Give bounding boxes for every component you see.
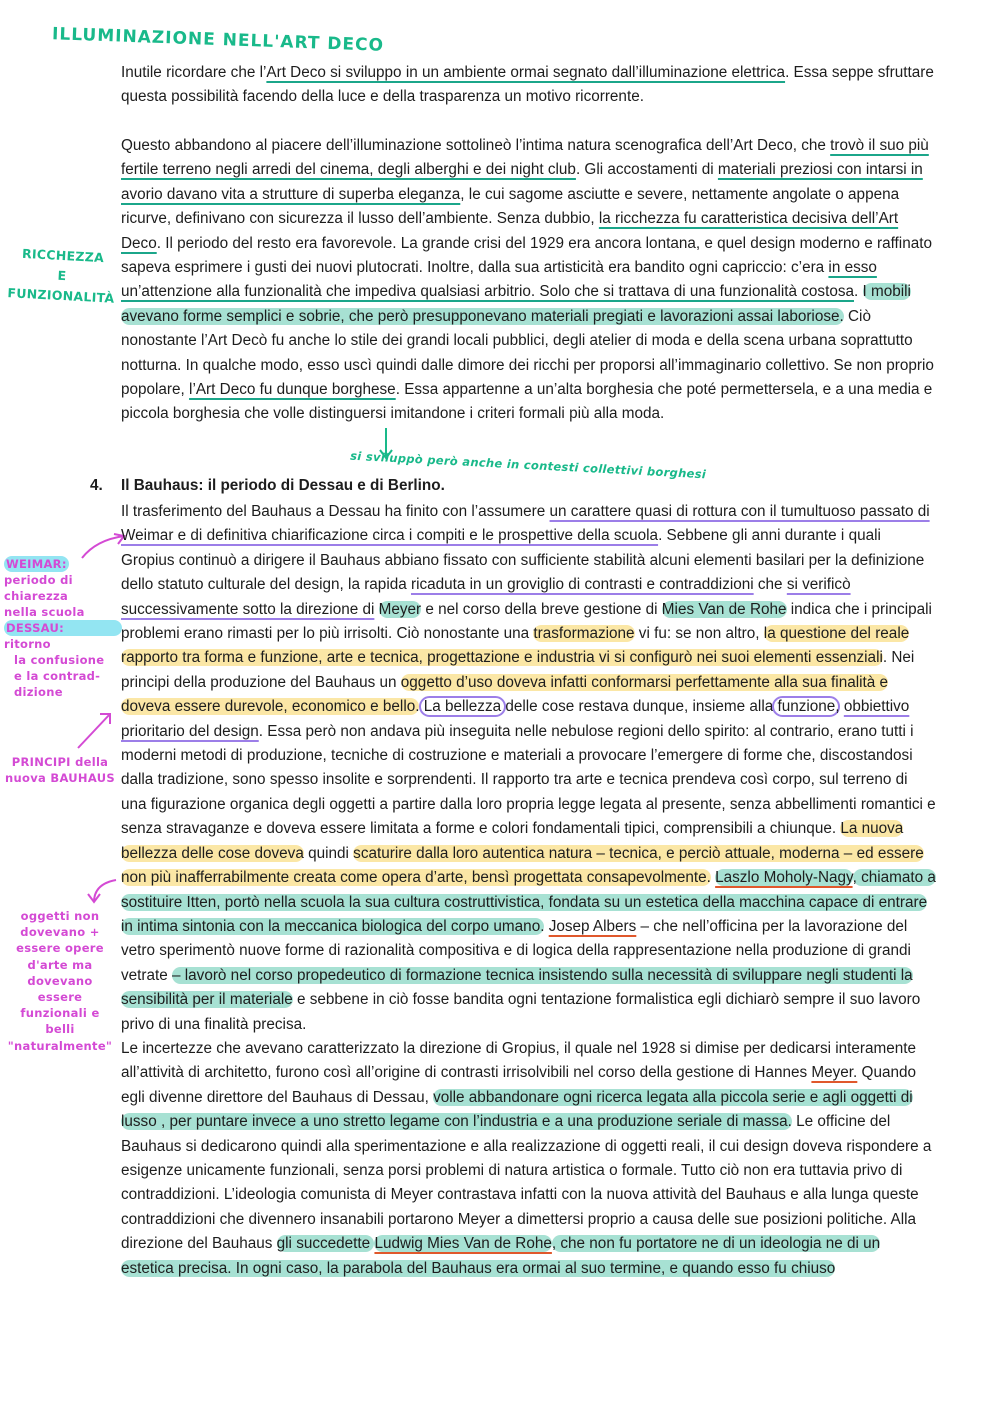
underlined-text: ricaduta in un groviglio di contrasti e contraddizioni [410, 576, 754, 594]
paragraph-bauhaus [121, 500, 936, 1281]
highlighted-text: gli succedette [276, 1235, 375, 1253]
note-line: dovevano [27, 973, 93, 988]
underlined-text: in esso un’attenzione alla funzionalità che impediva qualsiasi arbitrio. Solo che si trattava di una funzionalità costosa [121, 259, 877, 301]
highlighted-text: scaturire dalla loro autentica natura – tecnica, e perciò attuale, moderna – ed essere non più inafferrabilmente creata come opera d’arte, bensì progettata consapevolmente. [121, 844, 924, 887]
note-line: essere [37, 990, 83, 1005]
text-span: . Il periodo del resto era favorevole. La grande crisi del 1929 era ancora lontana, e quel design moderno e raffinato sapeva esprimere i gusti dei nuovi plutocrati. Inoltre, dalla sua artisticità era bandito ogni capriccio: c’era [121, 234, 932, 277]
highlighted-text: – lavorò nel corso propedeutico di formazione tecnica insistendo sulla necessità di sviluppare negli studenti la sensibilità per il materiale [121, 966, 913, 1009]
note-line: dizione [14, 685, 63, 699]
highlighted-text: La nuova bellezza delle cose doveva [121, 820, 904, 862]
underlined-text: Art Deco si sviluppo in un ambiente ormai segnato dall’illuminazione elettrica [266, 64, 786, 81]
handwritten-title-note: ILLUMINAZIONE NELL'ART DECO [51, 24, 385, 56]
text-span: . [854, 283, 863, 301]
highlighted-name: Mies Van de Rohe [661, 600, 787, 618]
note-line: dovevano + [20, 925, 100, 940]
text-span: Ciò nonostante l’Art Decò fu anche lo stile dei grandi locali pubblici, degli atelier di moda e della scena urbana soprattutto notturna. In qualche modo, esso uscì quindi dalle dimore dei ricchi per proporsi all’immaginario collettivo. Se non proprio popolare, [121, 307, 934, 399]
highlighted-text: volle abbandonare ogni ricerca legata alla piccola serie e agli oggetti di lusso , per puntare invece a uno stretto legame con l’industria e a una produzione seriale di massa. [121, 1088, 913, 1131]
arrow-oggetti-icon [86, 876, 126, 906]
note-line: d'arte ma [27, 957, 93, 972]
note-line: oggetti non [20, 909, 100, 923]
text-span: . Sebbene gli anni durante i quali Gropius continuò a dirigere il Bauhaus abbiano fissato con sufficiente stabilità alcuni elementi basilari per la definizione dello statuto culturale del design, la rapida [121, 527, 925, 594]
text-span: quindi [303, 844, 354, 862]
text-span: che [753, 576, 787, 594]
note-line: FUNZIONALITÀ [7, 285, 115, 306]
text-span: – che nell’officina per la lavorazione del vetro sperimentò nuove forme di razionalità compositiva e di logica della rappresentazione nella produzione di grandi vetrate [121, 917, 911, 984]
paragraph-dessau [121, 500, 936, 1037]
note-label-weimar: WEIMAR: [6, 557, 67, 571]
underlined-name: Meyer. [811, 1064, 858, 1082]
underlined-name: Josep Albers [548, 917, 637, 935]
note-line: RICCHEZZA [21, 245, 105, 266]
underlined-text: trovò il suo più fertile terreno negli arredi del cinema, degli alberghi e dei night club [121, 137, 929, 179]
text-span: Questo abbandono al piacere dell’illuminazione sottolineò l’intima natura scenografica dell’Art Deco, che [121, 137, 831, 154]
section-heading [90, 477, 445, 495]
note-label-dessau: DESSAU: [4, 620, 122, 636]
highlighted-text: trasformazione [533, 625, 635, 643]
underlined-text: la ricchezza fu caratteristica decisiva dell’Art Deco [121, 210, 899, 252]
circled-text: funzione [772, 696, 840, 717]
section-title: Il Bauhaus: il periodo di Dessau e di Berlino. [121, 477, 445, 494]
note-line: funzionali e [20, 1006, 100, 1021]
note-line: PRINCIPI della [11, 755, 109, 769]
note-line: nella scuola [4, 605, 85, 619]
highlighted-name: Laszlo Moholy-Nagy [715, 869, 853, 887]
highlighted-text: I mobili avevano forme semplici e sobrie, che però presupponevano materiali pregiati e lavorazioni assai laboriose. [121, 283, 911, 325]
note-line: periodo di [4, 573, 73, 587]
note-line: e la contrad- [14, 669, 101, 683]
underlined-text: si verificò successivamente sotto la direzione di [121, 576, 851, 618]
underlined-text: materiali preziosi con intarsi in avorio davano vita a strutture di superba eleganza [121, 161, 923, 203]
paragraph-art-deco [121, 134, 936, 427]
highlighted-text: , che non fu portatore ne di un ideologia ne di un estetica precisa. In ogni caso, la parabola del Bauhaus era ormai al suo termine, e quando esso fu chiuso [121, 1235, 881, 1277]
text-span: , le cui sagome asciutte e severe, nettamente angolate o appena ricurve, definivano con sicurezza il lusso dell’ambiente. Senza dubbio, [121, 185, 900, 228]
text-span: . Essa seppe sfruttare questa possibilità facendo della luce e della trasparenza un motivo ricorrente. [121, 64, 934, 106]
note-sviluppo-borghese: si sviluppò però anche in contesti collettivi borghesi [349, 448, 707, 482]
circled-text: La bellezza [419, 696, 506, 717]
note-line: belli [45, 1022, 75, 1037]
underlined-text: l’Art Deco fu dunque borghese [189, 381, 396, 399]
note-principi-bauhaus [4, 754, 116, 786]
note-line: chiarezza [4, 589, 69, 603]
underlined-text: un carattere quasi di rottura con il tumultuoso passato di Weimar e di definitiva chiarificazione circa i compiti e le prospettive della scuola [121, 503, 930, 545]
arrow-sviluppo-icon [376, 426, 396, 462]
note-oggetti-funzionali [4, 908, 116, 1054]
note-line: E [57, 267, 67, 284]
text-span: , [835, 698, 844, 716]
section-number: 4. [90, 477, 103, 494]
text-span: . Gli accostamenti di [575, 161, 718, 179]
text-span: Il trasferimento del Bauhaus a Dessau ha finito con l’assumere [121, 503, 550, 520]
text-span: . Essa però non andava più inseguita nelle nebulose regioni dello spirito: al contrario, erano tutti i moderni metodi di produzione, tecniche di costruzione e materiali a provocare l’emergere di forme che, discostandosi dalla tradizione, sono spesso insolite e sorprendenti. Il rapporto tra arte e tecnica prendeva così corpo, sul terreno di una figurazione organica degli oggetti a partire dalla loro propria legge legata al presente, senza abbellimenti romantici e senza stravaganze e doveva essere limitata a forme e colori fondamentali tipici, comprensibili a chiunque. [121, 722, 936, 838]
arrow-principi-icon [74, 708, 114, 752]
text-span: Inutile ricordare che l’ [121, 64, 267, 81]
text-span: . Nei principi della produzione del Bauhaus un [121, 649, 915, 691]
highlighted-name: Meyer [378, 600, 422, 618]
note-weimar-dessau [4, 556, 122, 700]
text-span: indica che i principali problemi erano rimasti per lo più irrisolti. Ciò nonostante una [121, 600, 932, 643]
highlighted-name: Ludwig Mies Van de Rohe [374, 1235, 552, 1253]
text-span: Le officine del Bauhaus si dedicarono quindi alla sperimentazione e alla realizzazione di oggetti reali, il cui design doveva rispondere a esigenze unicamente funzionali, senza porsi problemi di natura artistica o formale. Tutto ciò non era tuttavia privo di contraddizioni. L’ideologia comunista di Meyer contrastava infatti con la nuova attività del Bauhaus e alla lunga queste contraddizioni che divennero insanabili portarono Meyer a dimettersi proprio a causa delle sue posizioni politiche. Alla direzione del Bauhaus [121, 1113, 932, 1253]
text-span: e sebbene in ciò fosse bandita ogni tentazione formalistica egli dichiarò sempre il suo lavoro privo di una finalità precisa. [121, 991, 921, 1033]
underlined-text: obbiettivo prioritario del design [121, 698, 910, 740]
text-span: delle cose restava dunque, insieme alla [501, 698, 778, 716]
text-span: vi fu: se non altro, [634, 625, 764, 643]
text-span: Le incertezze che avevano caratterizzato la direzione di Gropius, il quale nel 1928 si dimise per dedicarsi interamente all’attività di architetto, furono così all’origine di contrasti irrisolvibili nel corso della gestione di Hannes [121, 1039, 917, 1082]
note-line: nuova BAUHAUS [5, 771, 115, 785]
note-line: ritorno [4, 637, 51, 651]
highlighted-text: , chiamato a sostituire Itten, portò nella scuola la sua cultura costruttivistica, fondata su un estetica della macchina capace di entrare in intima sintonia con la meccanica biologica del corpo umano. [121, 869, 936, 935]
text-span [374, 601, 378, 618]
note-line: la confusione [14, 653, 105, 667]
text-span: e nel corso della breve gestione di [421, 600, 662, 618]
note-line: "naturalmente" [7, 1038, 113, 1053]
paragraph-meyer [121, 1037, 936, 1281]
note-ricchezza-funzionalita [5, 243, 120, 309]
text-span: . Essa appartenne a un’alta borghesia che poté permettersela, e a una media e piccola borghesia che volle distinguersi imitandone i criteri formali più alla moda. [121, 381, 933, 423]
note-line: essere opere [16, 941, 104, 956]
text-span: Quando egli divenne direttore del Bauhaus di Dessau, [121, 1064, 916, 1106]
paragraph-illuminazione [121, 61, 936, 110]
highlighted-text: oggetto d’uso doveva infatti conformarsi perfettamente alla sua finalità e doveva essere durevole, economico e bello. [121, 673, 889, 716]
highlighted-text: la questione del reale rapporto tra forma e funzione, arte e tecnica, progettazione e industria vi si configurò nei suoi elementi essenziali [121, 625, 910, 667]
